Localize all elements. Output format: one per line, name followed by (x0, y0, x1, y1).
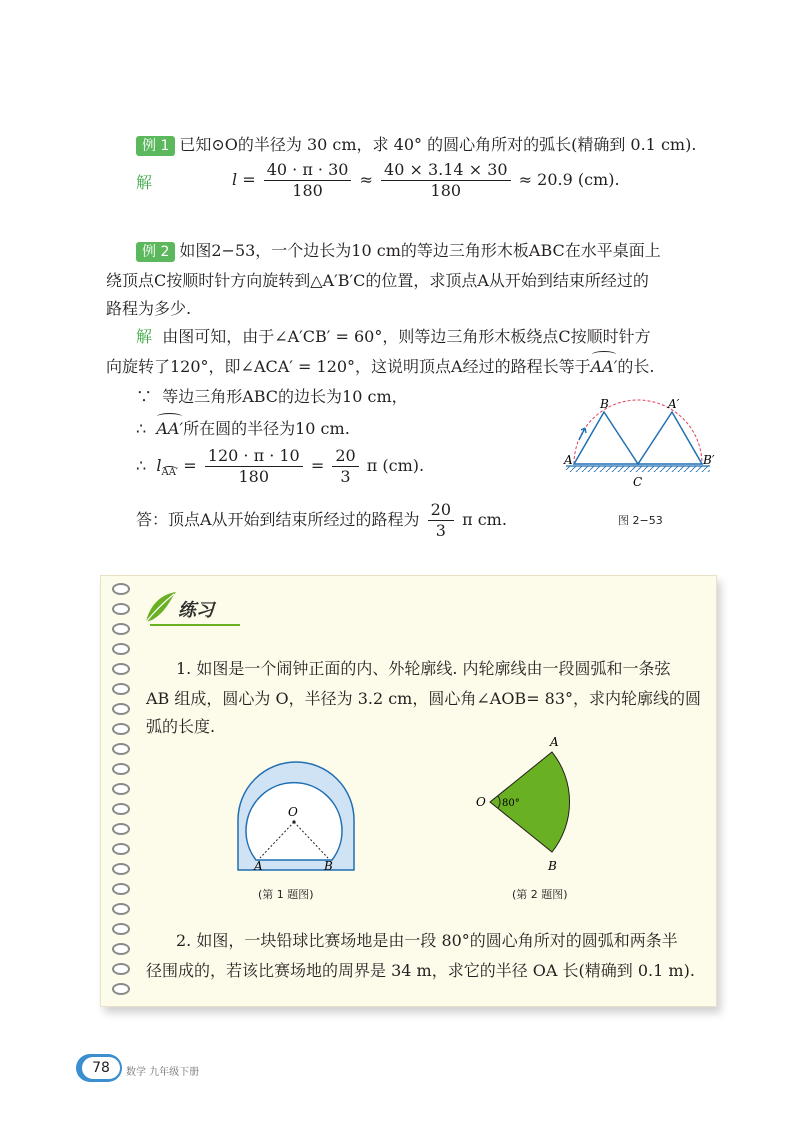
sector-label-o: O (476, 795, 486, 809)
question-1-line-1: 1. 如图是一个闹钟正面的内、外轮廓线. 内轮廓线由一段圆弧和一条弦 (176, 659, 671, 678)
sector-angle-label: 80° (502, 798, 520, 809)
figure-2-caption: (第 2 题图) (512, 888, 568, 901)
binder-ring (112, 903, 130, 915)
example-2-solution-line-1 (136, 322, 651, 352)
therefore-symbol: ∴ (136, 419, 147, 438)
solution-text-1: 由图可知，由于∠A′CB′ = 60°，则等边三角形木板绕点C按顺时针方 (162, 327, 651, 346)
arc-aa-2: AA′ (156, 414, 183, 444)
because-text: 等边三角形ABC的边长为10 cm， (162, 387, 408, 406)
page-number: 78 (92, 1060, 110, 1076)
binder-ring (112, 643, 130, 655)
calc-denominator: 180 (238, 467, 270, 486)
example-1-text: 已知⊙O的半径为 30 cm，求 40° 的圆心角所对的弧长(精确到 0.1 cm). (179, 135, 697, 154)
formula-result: ≈ 20.9 (cm). (518, 170, 620, 189)
example-2-solution-label: 解 (136, 327, 153, 346)
binder-ring (112, 923, 130, 935)
calc-result-numerator: 20 (332, 446, 358, 467)
binder-ring (112, 603, 130, 615)
example-1-tag: 例 1 (136, 136, 175, 156)
title-underline (150, 624, 240, 626)
example-2-line-3: 路程为多少. (106, 299, 192, 318)
example-2-solution-line-2 (106, 352, 654, 382)
calc-eq: = (183, 456, 197, 475)
table-surface (566, 466, 710, 472)
figure-2-53-caption: 图 2−53 (618, 514, 663, 527)
example-2-text-1: 如图2−53，一个边长为10 cm的等边三角形木板ABC在水平桌面上 (179, 241, 661, 260)
triangle-a2b2c (638, 412, 702, 464)
binder-ring (112, 783, 130, 795)
because-symbol: ∵ (136, 387, 153, 406)
calc-symbol: ∴ (136, 456, 147, 475)
therefore-line (136, 414, 350, 444)
answer-numerator: 20 (428, 500, 454, 521)
label-a-prime: A′ (668, 397, 680, 411)
binder-ring (112, 883, 130, 895)
sector-label-a: A (550, 735, 559, 749)
calc-line (136, 446, 424, 487)
sector-figure (472, 730, 582, 875)
example-2-line-1 (136, 236, 661, 266)
binder-ring (112, 723, 130, 735)
binder-ring (112, 683, 130, 695)
binder-ring (112, 983, 130, 995)
fraction-1-denominator: 180 (292, 181, 323, 200)
clock-label-b: B (324, 859, 333, 873)
clock-label-o: O (288, 805, 298, 819)
calc-subscript: AA′ (161, 467, 179, 478)
binder-ring (112, 623, 130, 635)
arrow-icon (579, 428, 586, 440)
answer-text: 答：顶点A从开始到结束所经过的路程为 (136, 510, 420, 529)
fraction-2 (381, 160, 511, 201)
approx-symbol: ≈ (359, 170, 373, 189)
clock-label-a: A (254, 859, 263, 873)
question-2-line-2: 径围成的，若该比赛场地的周界是 34 m，求它的半径 OA 长(精确到 0.1 m). (146, 961, 695, 980)
calc-l: l (156, 456, 162, 475)
binder-ring (112, 763, 130, 775)
question-1-line-2: AB 组成，圆心为 O，半径为 3.2 cm，圆心角∠AOB= 83°，求内轮廓线的圆 (146, 689, 702, 708)
practice-title: 练习 (178, 600, 214, 621)
example-2-line-2: 绕顶点C按顺时针方向旋转到△A′B′C的位置，求顶点A从开始到结束所经过的 (106, 271, 649, 290)
calc-unit: π (cm). (366, 456, 425, 475)
fraction-1 (264, 160, 352, 201)
label-b: B (600, 397, 609, 411)
calc-result-fraction (332, 446, 358, 487)
binder-ring (112, 823, 130, 835)
example-1-formula (232, 160, 620, 201)
calc-numerator: 120 · π · 10 (205, 446, 303, 467)
sector-label-b: B (548, 859, 557, 873)
binder-ring (112, 943, 130, 955)
formula-lhs: l = (232, 170, 256, 189)
fraction-2-denominator: 180 (430, 181, 462, 200)
fraction-2-numerator: 40 × 3.14 × 30 (381, 160, 511, 181)
solution-text-2b: 的长. (617, 357, 655, 376)
answer-denominator: 3 (435, 521, 446, 540)
label-a: A (564, 453, 573, 467)
fraction-1-numerator: 40 · π · 30 (264, 160, 352, 181)
question-1-line-3: 弧的长度. (146, 717, 216, 736)
answer-line (136, 500, 507, 541)
binder-ring (112, 963, 130, 975)
answer-unit: π cm. (462, 510, 507, 529)
triangle-abc (574, 412, 638, 464)
example-1-statement (136, 130, 696, 160)
example-2-tag: 例 2 (136, 242, 175, 262)
book-title: 数学 九年级下册 (126, 1067, 200, 1078)
clock-figure (228, 760, 364, 878)
answer-fraction (428, 500, 454, 541)
label-c: C (633, 475, 643, 489)
solution-text-2: 向旋转了120°，即∠ACA′ = 120°，这说明顶点A经过的路程长等于 (106, 357, 591, 376)
arc-aa: AA′ (591, 352, 618, 382)
binder-ring (112, 803, 130, 815)
calc-fraction (205, 446, 303, 487)
label-b-prime: B′ (703, 453, 715, 467)
because-line (136, 382, 408, 412)
binder-ring (112, 743, 130, 755)
figure-1-caption: (第 1 题图) (258, 888, 314, 901)
figure-2-53 (560, 392, 720, 492)
binder-ring (112, 843, 130, 855)
binder-ring (112, 703, 130, 715)
binder-ring (112, 583, 130, 595)
calc-eq-2: = (310, 456, 325, 475)
calc-result-denominator: 3 (340, 467, 351, 486)
question-2-line-1: 2. 如图，一块铅球比赛场地是由一段 80°的圆心角所对的圆弧和两条半 (176, 931, 678, 950)
leaf-icon (140, 590, 180, 626)
example-1-solution-label: 解 (136, 173, 153, 192)
binder-ring (112, 863, 130, 875)
therefore-text: 所在圆的半径为10 cm. (183, 419, 350, 438)
binder-ring (112, 663, 130, 675)
